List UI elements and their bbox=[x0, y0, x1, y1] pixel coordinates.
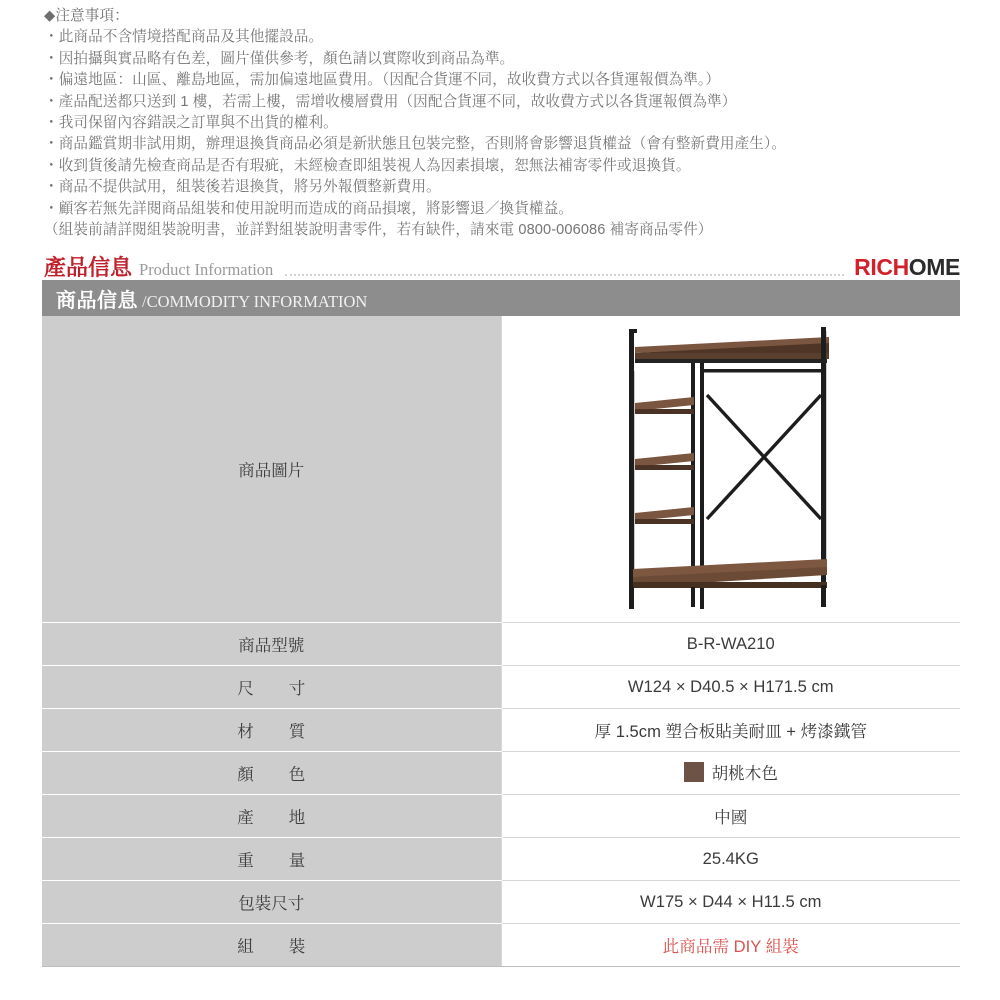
row-value-weight: 25.4KG bbox=[501, 838, 960, 881]
row-label-origin bbox=[42, 795, 501, 838]
notice-line: ・顧客若無先詳閱商品組裝和使用說明而造成的商品損壞，將影響退／換貨權益。 bbox=[44, 200, 573, 217]
row-label-weight bbox=[42, 838, 501, 881]
notice-line: ・偏遠地區：山區、離島地區，需加偏遠地區費用。（因配合貨運不同，故收費方式以各貨運報價為準。） bbox=[44, 72, 721, 89]
notice-block bbox=[0, 0, 1000, 241]
notice-line: ・商品鑑賞期非試用期，辦理退換貨商品必須是新狀態且包裝完整，否則將會影響退貨權益（會有整新費用產生）。 bbox=[44, 136, 787, 153]
row-label-material-text: 材 質 bbox=[237, 723, 306, 742]
commodity-bar bbox=[42, 280, 960, 316]
row-label-model: 商品型號 bbox=[42, 623, 501, 666]
row-label-weight-text: 重 量 bbox=[237, 852, 306, 871]
row-value-assembly bbox=[501, 924, 960, 967]
table-row bbox=[42, 666, 960, 709]
row-label-dimensions bbox=[42, 666, 501, 709]
color-swatch-wrap bbox=[684, 760, 778, 784]
section-title-en: Product Information bbox=[139, 260, 274, 280]
notice-line: ・產品配送都只送到 1 樓，若需上樓，需增收樓層費用（因配合貨運不同，故收費方式以各貨運報價為準） bbox=[44, 93, 737, 110]
row-value-color bbox=[501, 752, 960, 795]
logo-text-rich: RICH bbox=[854, 254, 909, 281]
row-label-package-size: 包裝尺寸 bbox=[42, 881, 501, 924]
table-row bbox=[42, 709, 960, 752]
commodity-bar-title-cn: 商品信息 bbox=[56, 289, 138, 312]
row-value-model: B-R-WA210 bbox=[501, 623, 960, 666]
dotted-divider bbox=[285, 274, 844, 276]
richome-logo bbox=[854, 256, 960, 280]
row-label-assembly bbox=[42, 924, 501, 967]
wardrobe-rack-illustration bbox=[615, 319, 847, 619]
table-row bbox=[42, 924, 960, 967]
notice-line: ・商品不提供試用，組裝後若退換貨，將另外報價整新費用。 bbox=[44, 179, 441, 196]
logo-text-ome: OME bbox=[908, 254, 960, 281]
notice-line: ・因拍攝與實品略有色差，圖片僅供參考，顏色請以實際收到商品為準。 bbox=[44, 50, 515, 67]
notice-heading: ◆注意事項： bbox=[44, 8, 129, 24]
notice-line: ・收到貨後請先檢查商品是否有瑕疵，未經檢查即組裝視人為因素損壞，恕無法補寄零件或退換貨。 bbox=[44, 157, 691, 174]
row-value-product-image bbox=[501, 316, 960, 623]
section-title-cn: 產品信息 bbox=[44, 255, 133, 281]
row-value-material: 厚 1.5cm 塑合板貼美耐皿 + 烤漆鐵管 bbox=[501, 709, 960, 752]
notice-line: ・我司保留內容錯誤之訂單與不出貨的權利。 bbox=[44, 115, 338, 132]
table-row bbox=[42, 623, 960, 666]
color-name: 胡桃木色 bbox=[711, 763, 778, 783]
table-row bbox=[42, 881, 960, 924]
row-label-assembly-text: 組 裝 bbox=[237, 938, 306, 957]
row-value-package-size: W175 × D44 × H11.5 cm bbox=[501, 881, 960, 924]
assembly-note: 此商品需 DIY 組裝 bbox=[662, 937, 799, 957]
commodity-bar-row bbox=[42, 280, 960, 316]
product-photo bbox=[502, 316, 961, 622]
row-label-color-text: 顏 色 bbox=[237, 766, 306, 785]
table-row bbox=[42, 316, 960, 623]
table-row bbox=[42, 752, 960, 795]
row-label-dimensions-text: 尺 寸 bbox=[237, 680, 306, 699]
table-row bbox=[42, 838, 960, 881]
product-information-header bbox=[44, 250, 960, 280]
color-swatch bbox=[684, 762, 704, 782]
row-label-material bbox=[42, 709, 501, 752]
notice-line: ・此商品不含情境搭配商品及其他擺設品。 bbox=[44, 29, 324, 46]
commodity-information-table bbox=[42, 280, 960, 967]
row-value-origin: 中國 bbox=[501, 795, 960, 838]
commodity-bar-title-en: /COMMODITY INFORMATION bbox=[142, 291, 368, 311]
table-row bbox=[42, 795, 960, 838]
row-value-dimensions: W124 × D40.5 × H171.5 cm bbox=[501, 666, 960, 709]
row-label-color bbox=[42, 752, 501, 795]
notice-line: （組裝前請詳閱組裝說明書，並詳對組裝說明書零件，若有缺件，請來電 0800-006086 補寄商品零件） bbox=[44, 222, 713, 239]
row-label-product-image: 商品圖片 bbox=[42, 316, 501, 623]
row-label-origin-text: 產 地 bbox=[237, 809, 306, 828]
